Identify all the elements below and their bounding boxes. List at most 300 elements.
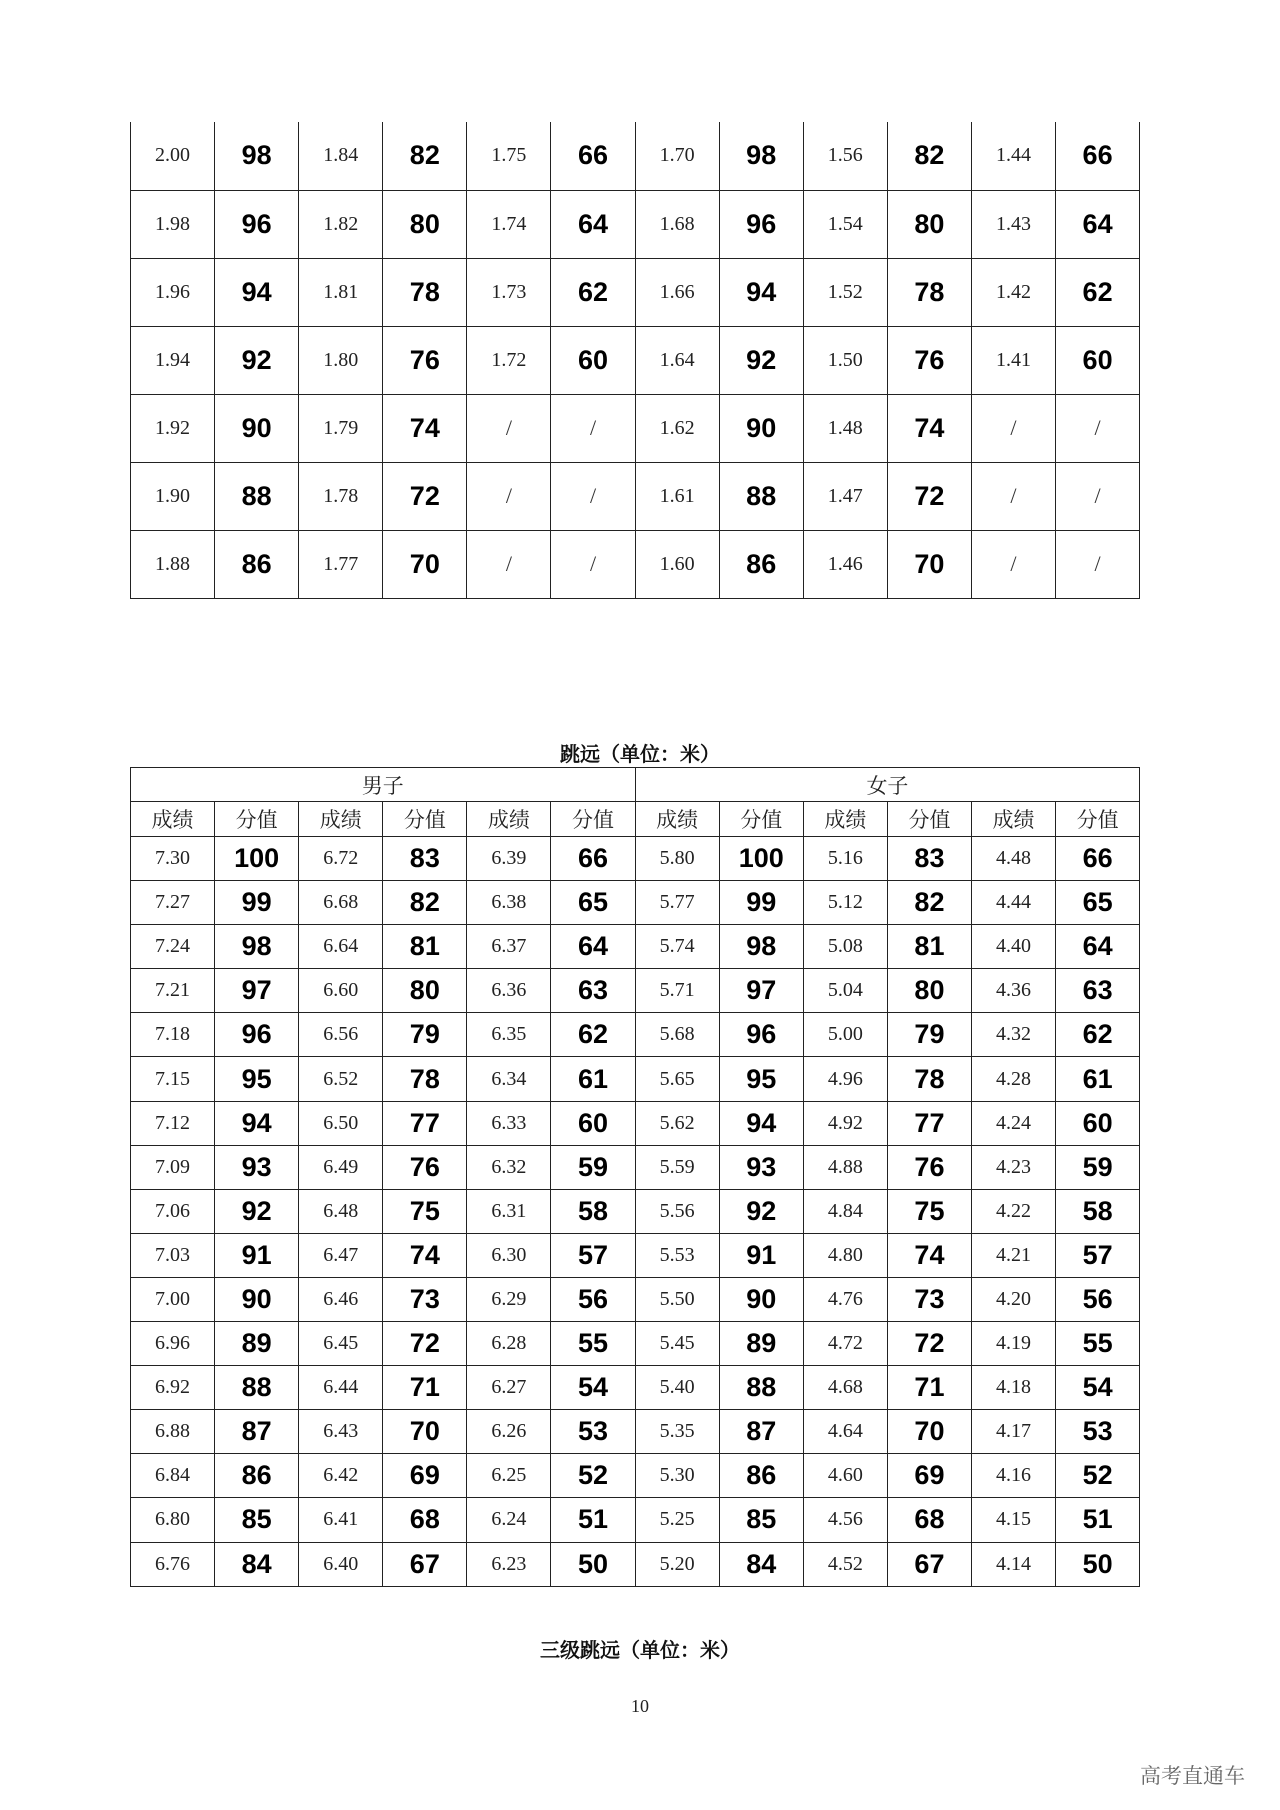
- performance-cell: /: [467, 394, 551, 462]
- score-cell: 80: [383, 190, 467, 258]
- performance-cell: 6.27: [467, 1366, 551, 1410]
- table-row: [131, 258, 1140, 326]
- score-cell: 81: [887, 925, 971, 969]
- score-cell: 60: [1056, 326, 1140, 394]
- performance-cell: 6.41: [299, 1498, 383, 1542]
- score-cell: 98: [719, 122, 803, 190]
- score-cell: 92: [719, 1189, 803, 1233]
- score-cell: 66: [551, 837, 635, 881]
- score-cell: 58: [1056, 1189, 1140, 1233]
- performance-cell: 4.96: [803, 1057, 887, 1101]
- performance-cell: 1.73: [467, 258, 551, 326]
- score-cell: 52: [1056, 1454, 1140, 1498]
- score-cell: 77: [383, 1101, 467, 1145]
- performance-cell: 4.24: [972, 1101, 1056, 1145]
- performance-cell: 4.80: [803, 1233, 887, 1277]
- performance-cell: 6.33: [467, 1101, 551, 1145]
- group-female: 女子: [635, 768, 1140, 802]
- table-row: [131, 1233, 1140, 1277]
- score-cell: 83: [383, 837, 467, 881]
- score-cell: 99: [719, 881, 803, 925]
- performance-cell: 1.78: [299, 462, 383, 530]
- performance-cell: 6.25: [467, 1454, 551, 1498]
- performance-cell: 5.20: [635, 1542, 719, 1586]
- performance-cell: 1.66: [635, 258, 719, 326]
- group-male: 男子: [131, 768, 636, 802]
- score-cell: 61: [551, 1057, 635, 1101]
- score-cell: 73: [383, 1277, 467, 1321]
- high-jump-score-table-continued: [130, 122, 1140, 599]
- performance-cell: 7.03: [131, 1233, 215, 1277]
- score-cell: 57: [1056, 1233, 1140, 1277]
- performance-cell: 2.00: [131, 122, 215, 190]
- performance-cell: 1.72: [467, 326, 551, 394]
- performance-cell: 5.04: [803, 969, 887, 1013]
- performance-cell: 7.21: [131, 969, 215, 1013]
- score-cell: 84: [719, 1542, 803, 1586]
- performance-cell: 4.40: [972, 925, 1056, 969]
- score-cell: 64: [1056, 190, 1140, 258]
- score-cell: 90: [215, 1277, 299, 1321]
- table-row: [131, 1057, 1140, 1101]
- performance-cell: 4.20: [972, 1277, 1056, 1321]
- performance-cell: 7.06: [131, 1189, 215, 1233]
- performance-cell: 6.42: [299, 1454, 383, 1498]
- performance-cell: 4.84: [803, 1189, 887, 1233]
- score-cell: 55: [551, 1322, 635, 1366]
- performance-cell: 7.09: [131, 1145, 215, 1189]
- performance-cell: 5.56: [635, 1189, 719, 1233]
- performance-cell: 6.23: [467, 1542, 551, 1586]
- score-cell: 80: [383, 969, 467, 1013]
- score-cell: 93: [719, 1145, 803, 1189]
- performance-cell: 1.48: [803, 394, 887, 462]
- performance-cell: /: [467, 530, 551, 598]
- performance-cell: 4.21: [972, 1233, 1056, 1277]
- table-row: [131, 1366, 1140, 1410]
- performance-cell: 6.24: [467, 1498, 551, 1542]
- score-cell: 71: [383, 1366, 467, 1410]
- score-cell: 79: [383, 1013, 467, 1057]
- table-row: [131, 122, 1140, 190]
- performance-cell: 6.68: [299, 881, 383, 925]
- performance-cell: 6.31: [467, 1189, 551, 1233]
- score-cell: 95: [215, 1057, 299, 1101]
- score-cell: 92: [215, 326, 299, 394]
- performance-cell: 6.72: [299, 837, 383, 881]
- performance-cell: 6.56: [299, 1013, 383, 1057]
- score-cell: 56: [1056, 1277, 1140, 1321]
- score-cell: 65: [551, 881, 635, 925]
- performance-cell: 6.84: [131, 1454, 215, 1498]
- long-jump-title: 跳远（单位：米）: [560, 742, 720, 766]
- performance-cell: 4.19: [972, 1322, 1056, 1366]
- performance-cell: 5.80: [635, 837, 719, 881]
- performance-cell: 1.62: [635, 394, 719, 462]
- table-row: [131, 1498, 1140, 1542]
- score-cell: 80: [887, 190, 971, 258]
- performance-cell: 5.08: [803, 925, 887, 969]
- performance-cell: /: [971, 394, 1055, 462]
- score-cell: 65: [1056, 881, 1140, 925]
- score-cell: 72: [383, 462, 467, 530]
- performance-cell: 5.25: [635, 1498, 719, 1542]
- score-cell: 74: [887, 394, 971, 462]
- table-row: [131, 1145, 1140, 1189]
- performance-cell: /: [971, 462, 1055, 530]
- score-cell: 100: [215, 837, 299, 881]
- score-cell: 73: [887, 1277, 971, 1321]
- score-cell: 76: [383, 1145, 467, 1189]
- score-cell: 78: [887, 1057, 971, 1101]
- score-cell: 98: [215, 122, 299, 190]
- performance-cell: 5.16: [803, 837, 887, 881]
- score-cell: 72: [383, 1322, 467, 1366]
- score-cell: 63: [551, 969, 635, 1013]
- table-row: [131, 1101, 1140, 1145]
- score-cell: 96: [719, 1013, 803, 1057]
- score-cell: 62: [551, 1013, 635, 1057]
- score-cell: 100: [719, 837, 803, 881]
- performance-cell: 1.92: [131, 394, 215, 462]
- performance-cell: 4.92: [803, 1101, 887, 1145]
- performance-cell: 6.46: [299, 1277, 383, 1321]
- performance-cell: 1.88: [131, 530, 215, 598]
- score-cell: 66: [1056, 122, 1140, 190]
- score-cell: 64: [551, 190, 635, 258]
- score-cell: 60: [1056, 1101, 1140, 1145]
- score-cell: 94: [215, 258, 299, 326]
- performance-cell: 6.52: [299, 1057, 383, 1101]
- score-cell: 91: [719, 1233, 803, 1277]
- score-cell: 88: [719, 462, 803, 530]
- score-cell: 52: [551, 1454, 635, 1498]
- score-cell: 50: [1056, 1542, 1140, 1586]
- performance-cell: 1.52: [803, 258, 887, 326]
- header-score: 分值: [215, 802, 299, 837]
- score-cell: 56: [551, 1277, 635, 1321]
- performance-cell: 1.80: [299, 326, 383, 394]
- score-cell: 94: [719, 258, 803, 326]
- performance-cell: 1.79: [299, 394, 383, 462]
- table-row: [131, 1013, 1140, 1057]
- watermark: 高考直通车: [1140, 1764, 1245, 1788]
- table-row: [131, 1410, 1140, 1454]
- score-cell: 67: [887, 1542, 971, 1586]
- score-cell: 92: [719, 326, 803, 394]
- header-performance: 成绩: [635, 802, 719, 837]
- score-cell: 74: [887, 1233, 971, 1277]
- performance-cell: 6.45: [299, 1322, 383, 1366]
- performance-cell: 5.30: [635, 1454, 719, 1498]
- table-row: [131, 462, 1140, 530]
- performance-cell: 4.36: [972, 969, 1056, 1013]
- performance-cell: 5.35: [635, 1410, 719, 1454]
- score-cell: 82: [887, 122, 971, 190]
- performance-cell: 1.44: [971, 122, 1055, 190]
- performance-cell: /: [971, 530, 1055, 598]
- table-row: [131, 837, 1140, 881]
- performance-cell: 4.44: [972, 881, 1056, 925]
- triple-jump-title: 三级跳远（单位：米）: [540, 1638, 740, 1662]
- score-cell: 75: [383, 1189, 467, 1233]
- score-cell: 68: [383, 1498, 467, 1542]
- performance-cell: 7.24: [131, 925, 215, 969]
- performance-cell: 4.76: [803, 1277, 887, 1321]
- score-cell: 60: [551, 1101, 635, 1145]
- performance-cell: 1.43: [971, 190, 1055, 258]
- page-number: 10: [631, 1696, 649, 1716]
- performance-cell: 6.36: [467, 969, 551, 1013]
- performance-cell: 1.68: [635, 190, 719, 258]
- table-row: [131, 1322, 1140, 1366]
- performance-cell: 1.70: [635, 122, 719, 190]
- score-cell: 66: [551, 122, 635, 190]
- performance-cell: 6.88: [131, 1410, 215, 1454]
- performance-cell: 6.92: [131, 1366, 215, 1410]
- header-performance: 成绩: [299, 802, 383, 837]
- performance-cell: /: [467, 462, 551, 530]
- performance-cell: 1.61: [635, 462, 719, 530]
- performance-cell: 1.77: [299, 530, 383, 598]
- score-cell: 71: [887, 1366, 971, 1410]
- table-row: [131, 925, 1140, 969]
- score-cell: 97: [719, 969, 803, 1013]
- performance-cell: 1.81: [299, 258, 383, 326]
- score-cell: 67: [383, 1542, 467, 1586]
- score-cell: 78: [383, 258, 467, 326]
- header-performance: 成绩: [972, 802, 1056, 837]
- score-cell: 94: [719, 1101, 803, 1145]
- performance-cell: 5.12: [803, 881, 887, 925]
- performance-cell: 6.32: [467, 1145, 551, 1189]
- performance-cell: 7.27: [131, 881, 215, 925]
- score-cell: 57: [551, 1233, 635, 1277]
- score-cell: /: [551, 462, 635, 530]
- score-cell: 96: [215, 1013, 299, 1057]
- performance-cell: 6.47: [299, 1233, 383, 1277]
- performance-cell: 4.60: [803, 1454, 887, 1498]
- score-cell: 96: [719, 190, 803, 258]
- score-cell: 95: [719, 1057, 803, 1101]
- performance-cell: 6.60: [299, 969, 383, 1013]
- performance-cell: 7.00: [131, 1277, 215, 1321]
- performance-cell: 1.75: [467, 122, 551, 190]
- score-cell: 54: [1056, 1366, 1140, 1410]
- score-cell: 86: [215, 530, 299, 598]
- score-cell: 87: [719, 1410, 803, 1454]
- performance-cell: 4.56: [803, 1498, 887, 1542]
- performance-cell: 6.30: [467, 1233, 551, 1277]
- performance-cell: 1.54: [803, 190, 887, 258]
- table-row: [131, 394, 1140, 462]
- table-row: [131, 1189, 1140, 1233]
- performance-cell: 4.16: [972, 1454, 1056, 1498]
- score-cell: 63: [1056, 969, 1140, 1013]
- score-cell: 99: [215, 881, 299, 925]
- score-cell: 69: [887, 1454, 971, 1498]
- performance-cell: 1.90: [131, 462, 215, 530]
- score-cell: 76: [887, 326, 971, 394]
- header-score: 分值: [719, 802, 803, 837]
- column-header-row: [131, 802, 1140, 837]
- score-cell: 80: [887, 969, 971, 1013]
- score-cell: 70: [383, 530, 467, 598]
- performance-cell: 6.50: [299, 1101, 383, 1145]
- score-cell: 61: [1056, 1057, 1140, 1101]
- performance-cell: 6.39: [467, 837, 551, 881]
- performance-cell: 4.64: [803, 1410, 887, 1454]
- score-cell: 59: [551, 1145, 635, 1189]
- performance-cell: 1.60: [635, 530, 719, 598]
- performance-cell: 5.77: [635, 881, 719, 925]
- performance-cell: 1.42: [971, 258, 1055, 326]
- score-cell: 97: [215, 969, 299, 1013]
- score-cell: 98: [215, 925, 299, 969]
- performance-cell: 1.56: [803, 122, 887, 190]
- performance-cell: 7.12: [131, 1101, 215, 1145]
- score-cell: 89: [215, 1322, 299, 1366]
- performance-cell: 6.64: [299, 925, 383, 969]
- performance-cell: 4.23: [972, 1145, 1056, 1189]
- score-cell: 79: [887, 1013, 971, 1057]
- long-jump-score-table: [130, 767, 1140, 1587]
- performance-cell: 5.65: [635, 1057, 719, 1101]
- performance-cell: 4.88: [803, 1145, 887, 1189]
- performance-cell: 1.47: [803, 462, 887, 530]
- header-score: 分值: [383, 802, 467, 837]
- performance-cell: 6.26: [467, 1410, 551, 1454]
- score-cell: 54: [551, 1366, 635, 1410]
- header-performance: 成绩: [467, 802, 551, 837]
- score-cell: 90: [719, 394, 803, 462]
- score-cell: /: [551, 530, 635, 598]
- performance-cell: 4.52: [803, 1542, 887, 1586]
- performance-cell: 5.50: [635, 1277, 719, 1321]
- performance-cell: 5.40: [635, 1366, 719, 1410]
- score-cell: 51: [1056, 1498, 1140, 1542]
- table-row: [131, 530, 1140, 598]
- score-cell: 75: [887, 1189, 971, 1233]
- performance-cell: 6.80: [131, 1498, 215, 1542]
- score-cell: 72: [887, 1322, 971, 1366]
- performance-cell: 4.18: [972, 1366, 1056, 1410]
- performance-cell: 1.46: [803, 530, 887, 598]
- performance-cell: 5.53: [635, 1233, 719, 1277]
- header-score: 分值: [887, 802, 971, 837]
- score-cell: 70: [887, 530, 971, 598]
- score-cell: /: [551, 394, 635, 462]
- score-cell: /: [1056, 530, 1140, 598]
- performance-cell: 1.82: [299, 190, 383, 258]
- performance-cell: 1.41: [971, 326, 1055, 394]
- performance-cell: 4.72: [803, 1322, 887, 1366]
- score-cell: 78: [887, 258, 971, 326]
- table-row: [131, 1542, 1140, 1586]
- performance-cell: 6.48: [299, 1189, 383, 1233]
- header-score: 分值: [551, 802, 635, 837]
- score-cell: 86: [719, 1454, 803, 1498]
- score-cell: 64: [551, 925, 635, 969]
- performance-cell: 6.96: [131, 1322, 215, 1366]
- performance-cell: 7.18: [131, 1013, 215, 1057]
- gender-group-row: [131, 768, 1140, 802]
- score-cell: 96: [215, 190, 299, 258]
- header-score: 分值: [1056, 802, 1140, 837]
- performance-cell: 7.15: [131, 1057, 215, 1101]
- score-cell: 53: [551, 1410, 635, 1454]
- score-cell: 62: [1056, 1013, 1140, 1057]
- score-cell: 76: [383, 326, 467, 394]
- score-cell: 50: [551, 1542, 635, 1586]
- score-cell: /: [1056, 394, 1140, 462]
- table-row: [131, 190, 1140, 258]
- performance-cell: 5.62: [635, 1101, 719, 1145]
- score-cell: 58: [551, 1189, 635, 1233]
- score-cell: 90: [215, 394, 299, 462]
- score-cell: 98: [719, 925, 803, 969]
- performance-cell: 4.68: [803, 1366, 887, 1410]
- performance-cell: 1.50: [803, 326, 887, 394]
- table-row: [131, 326, 1140, 394]
- score-cell: 76: [887, 1145, 971, 1189]
- score-cell: 90: [719, 1277, 803, 1321]
- score-cell: 82: [383, 122, 467, 190]
- score-cell: 70: [383, 1410, 467, 1454]
- score-cell: 59: [1056, 1145, 1140, 1189]
- performance-cell: 4.17: [972, 1410, 1056, 1454]
- score-cell: 62: [551, 258, 635, 326]
- score-cell: 66: [1056, 837, 1140, 881]
- score-cell: 55: [1056, 1322, 1140, 1366]
- score-cell: 51: [551, 1498, 635, 1542]
- performance-cell: 4.28: [972, 1057, 1056, 1101]
- score-cell: 64: [1056, 925, 1140, 969]
- performance-cell: 6.38: [467, 881, 551, 925]
- table-row: [131, 1454, 1140, 1498]
- performance-cell: 1.98: [131, 190, 215, 258]
- performance-cell: 5.68: [635, 1013, 719, 1057]
- score-cell: 74: [383, 394, 467, 462]
- performance-cell: 4.22: [972, 1189, 1056, 1233]
- performance-cell: 6.49: [299, 1145, 383, 1189]
- score-cell: 68: [887, 1498, 971, 1542]
- table-row: [131, 881, 1140, 925]
- score-cell: 70: [887, 1410, 971, 1454]
- performance-cell: 4.48: [972, 837, 1056, 881]
- performance-cell: 5.74: [635, 925, 719, 969]
- performance-cell: 6.34: [467, 1057, 551, 1101]
- performance-cell: 4.32: [972, 1013, 1056, 1057]
- score-cell: 77: [887, 1101, 971, 1145]
- score-cell: 60: [551, 326, 635, 394]
- score-cell: 89: [719, 1322, 803, 1366]
- header-performance: 成绩: [131, 802, 215, 837]
- score-cell: 69: [383, 1454, 467, 1498]
- score-cell: 86: [719, 530, 803, 598]
- score-cell: 82: [887, 881, 971, 925]
- score-cell: 82: [383, 881, 467, 925]
- performance-cell: 5.00: [803, 1013, 887, 1057]
- score-cell: 83: [887, 837, 971, 881]
- table-row: [131, 969, 1140, 1013]
- score-cell: 78: [383, 1057, 467, 1101]
- score-cell: 86: [215, 1454, 299, 1498]
- score-cell: 81: [383, 925, 467, 969]
- performance-cell: 6.28: [467, 1322, 551, 1366]
- performance-cell: 6.43: [299, 1410, 383, 1454]
- score-cell: 88: [719, 1366, 803, 1410]
